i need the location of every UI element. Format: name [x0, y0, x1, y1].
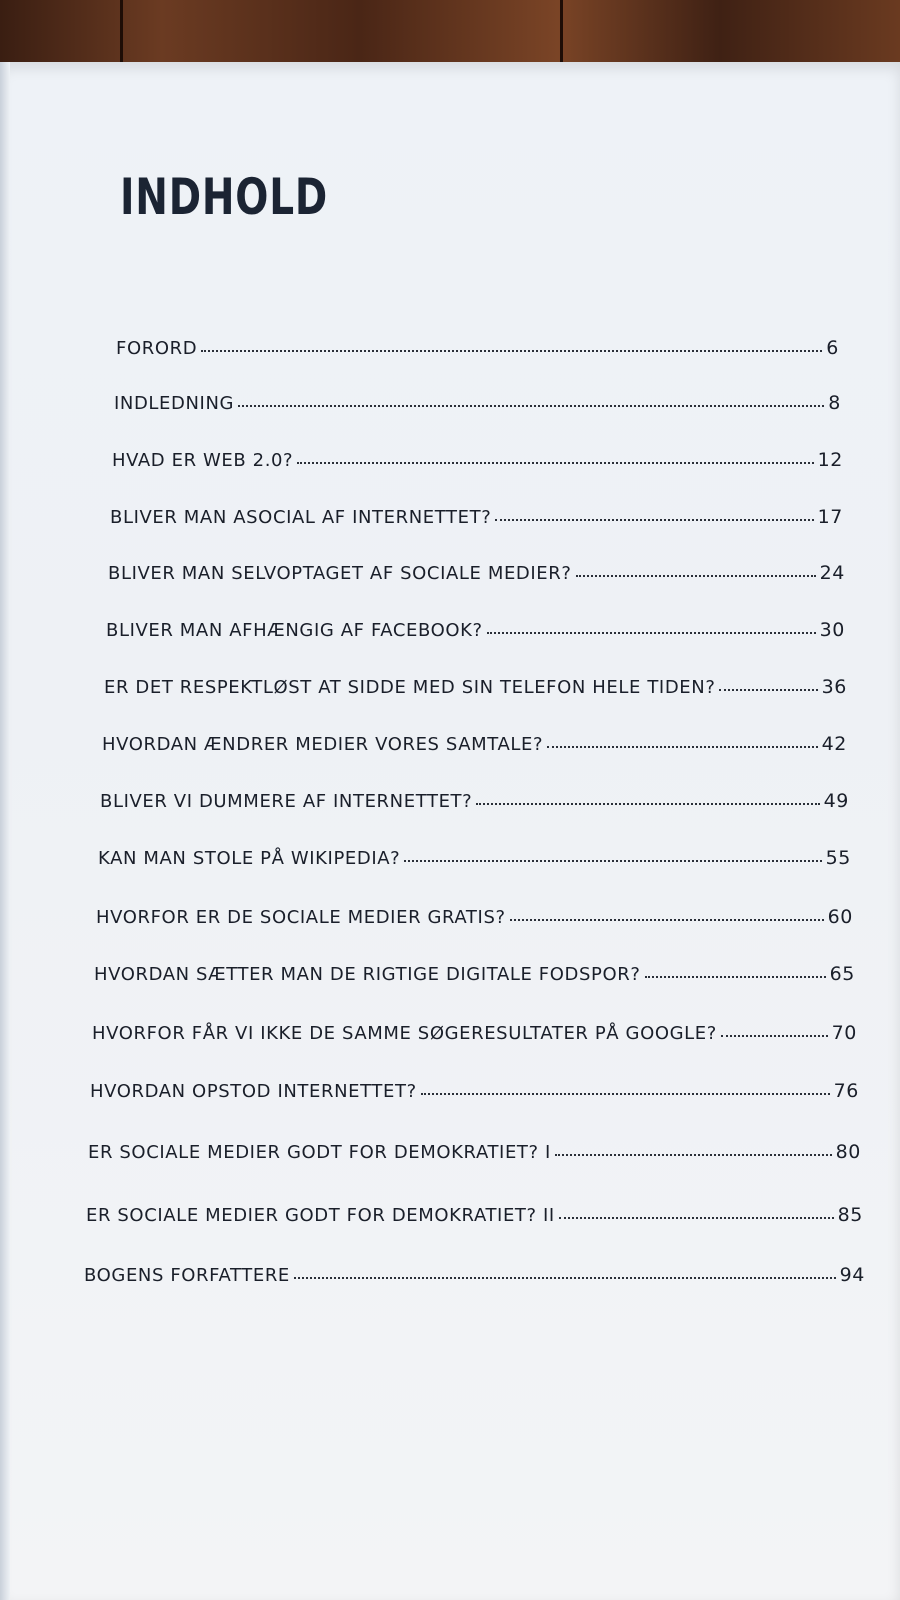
- toc-entry-page: 49: [823, 790, 849, 812]
- leader-dots: [576, 574, 816, 577]
- toc-entry: [112, 449, 843, 471]
- toc-entry-page: 70: [831, 1022, 857, 1044]
- leader-dots: [559, 1216, 834, 1219]
- toc-entry-label: HVORFOR ER DE SOCIALE MEDIER GRATIS?: [96, 907, 506, 928]
- leader-dots: [547, 745, 817, 748]
- toc-entry-label: HVORFOR FÅR VI IKKE DE SAMME SØGERESULTATER PÅ GOOGLE?: [92, 1023, 717, 1044]
- toc-entry: [90, 1080, 859, 1102]
- toc-entry-page: 80: [835, 1141, 861, 1163]
- leader-dots: [510, 918, 824, 921]
- toc-entry: [92, 1022, 857, 1044]
- toc-entry-label: BLIVER MAN SELVOPTAGET AF SOCIALE MEDIER?: [108, 563, 572, 584]
- toc-entry: [86, 1204, 863, 1226]
- toc-entry: [94, 963, 855, 985]
- leader-dots: [238, 404, 824, 407]
- toc-entry-page: 42: [821, 733, 847, 755]
- leader-dots: [719, 688, 817, 691]
- toc-entry-label: ER DET RESPEKTLØST AT SIDDE MED SIN TELEFON HELE TIDEN?: [104, 677, 716, 698]
- toc-entry: [110, 506, 843, 528]
- toc-entry-page: 12: [817, 449, 843, 471]
- toc-entry-label: BOGENS FORFATTERE: [84, 1265, 290, 1286]
- toc-entry: [106, 619, 845, 641]
- toc-entry-label: BLIVER MAN AFHÆNGIG AF FACEBOOK?: [106, 620, 483, 641]
- toc-entry: [114, 392, 841, 414]
- toc-entry-page: 36: [821, 676, 847, 698]
- toc-entry-label: FORORD: [116, 338, 198, 359]
- leader-dots: [476, 802, 819, 805]
- leader-dots: [404, 859, 821, 862]
- toc-entry-label: ER SOCIALE MEDIER GODT FOR DEMOKRATIET? I: [88, 1142, 551, 1163]
- leader-dots: [645, 975, 826, 978]
- toc-entry-page: 17: [817, 506, 843, 528]
- toc-entry: [84, 1264, 865, 1286]
- toc-entry-label: HVORDAN OPSTOD INTERNETTET?: [90, 1081, 417, 1102]
- leader-dots: [495, 518, 813, 521]
- toc-entry: [96, 906, 853, 928]
- toc-entry-page: 85: [837, 1204, 863, 1226]
- toc-entry-page: 24: [819, 562, 845, 584]
- leader-dots: [421, 1092, 830, 1095]
- toc-entry-label: KAN MAN STOLE PÅ WIKIPEDIA?: [98, 848, 401, 869]
- toc-entry: [98, 847, 851, 869]
- toc-entry-page: 8: [828, 392, 841, 414]
- toc-entry-page: 55: [825, 847, 851, 869]
- toc-entry: [102, 733, 847, 755]
- toc-entry-label: INDLEDNING: [114, 393, 235, 414]
- toc-entry-label: HVORDAN ÆNDRER MEDIER VORES SAMTALE?: [102, 734, 544, 755]
- toc-entry: [88, 1141, 861, 1163]
- toc-entry-label: HVAD ER WEB 2.0?: [112, 450, 294, 471]
- leader-dots: [297, 461, 813, 464]
- toc-entry-label: BLIVER MAN ASOCIAL AF INTERNETTET?: [110, 507, 492, 528]
- leader-dots: [721, 1034, 828, 1037]
- leader-dots: [555, 1153, 832, 1156]
- leader-dots: [487, 631, 816, 634]
- toc-entry: [116, 337, 839, 359]
- leader-dots: [294, 1276, 836, 1279]
- toc-entry-page: 30: [819, 619, 845, 641]
- toc-entry-label: BLIVER VI DUMMERE AF INTERNETTET?: [100, 791, 473, 812]
- toc-entry-page: 60: [827, 906, 853, 928]
- toc-entry-page: 76: [833, 1080, 859, 1102]
- toc-entry: [100, 790, 849, 812]
- toc-entry-label: ER SOCIALE MEDIER GODT FOR DEMOKRATIET? II: [86, 1205, 555, 1226]
- toc-entry: [104, 676, 847, 698]
- leader-dots: [201, 349, 822, 352]
- toc-entry-page: 94: [839, 1264, 865, 1286]
- toc-entry-label: HVORDAN SÆTTER MAN DE RIGTIGE DIGITALE FODSPOR?: [94, 964, 641, 985]
- page-title: INDHOLD: [120, 168, 329, 226]
- toc-entry-page: 6: [826, 337, 839, 359]
- toc-entry: [108, 562, 845, 584]
- toc-entry-page: 65: [829, 963, 855, 985]
